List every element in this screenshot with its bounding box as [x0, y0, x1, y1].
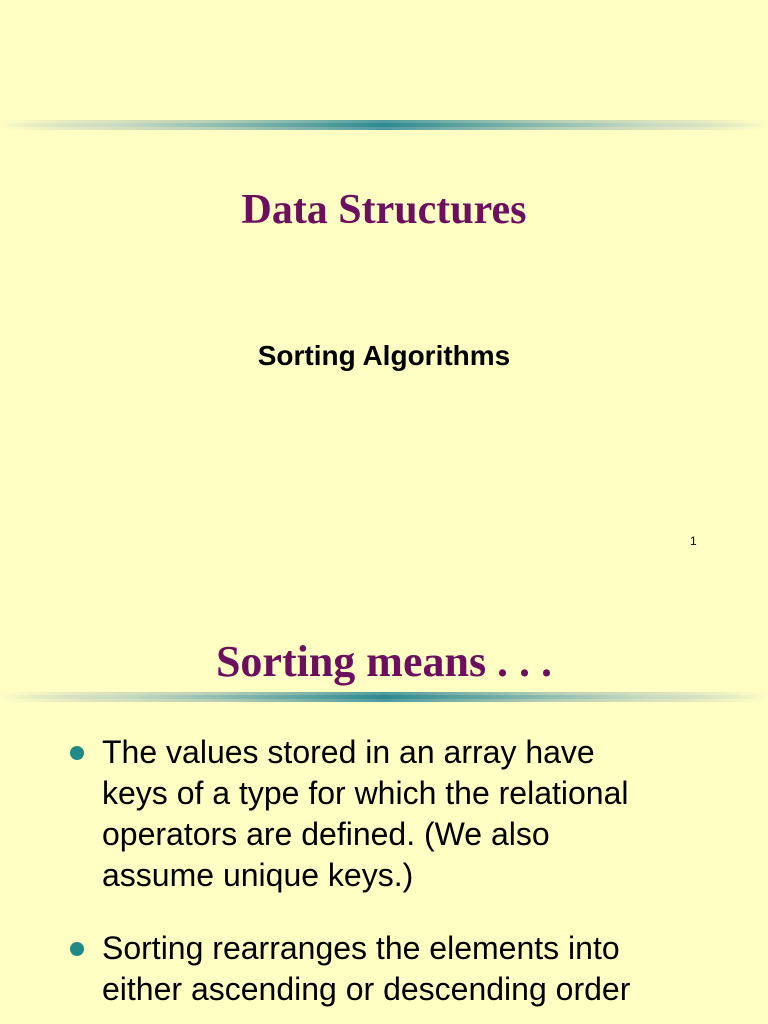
bullet-item [0, 732, 768, 896]
slide-subtitle: Sorting Algorithms [257, 340, 511, 371]
bullet-dot-icon [70, 942, 84, 956]
header-rule-line [0, 695, 768, 699]
bullet-item [0, 928, 768, 1010]
slide-2 [0, 596, 768, 1024]
bullet-text-line: keys of a type for which the relational [102, 775, 629, 811]
bullet-text-line: either ascending or descending order [102, 971, 631, 1007]
bullet-text-line: operators are defined. (We also [102, 816, 550, 852]
slide-title: Data Structures [241, 187, 527, 233]
slide-heading: Sorting means . . . [215, 637, 553, 686]
bullet-text-line: The values stored in an array have [102, 734, 595, 770]
bullet-list [0, 732, 768, 1024]
bullet-dot-icon [70, 746, 84, 760]
bullet-text-line: assume unique keys.) [102, 857, 414, 893]
bullet-text-line: Sorting rearranges the elements into [102, 930, 620, 966]
header-rule-line [0, 123, 768, 127]
page-number: 1 [690, 534, 697, 548]
